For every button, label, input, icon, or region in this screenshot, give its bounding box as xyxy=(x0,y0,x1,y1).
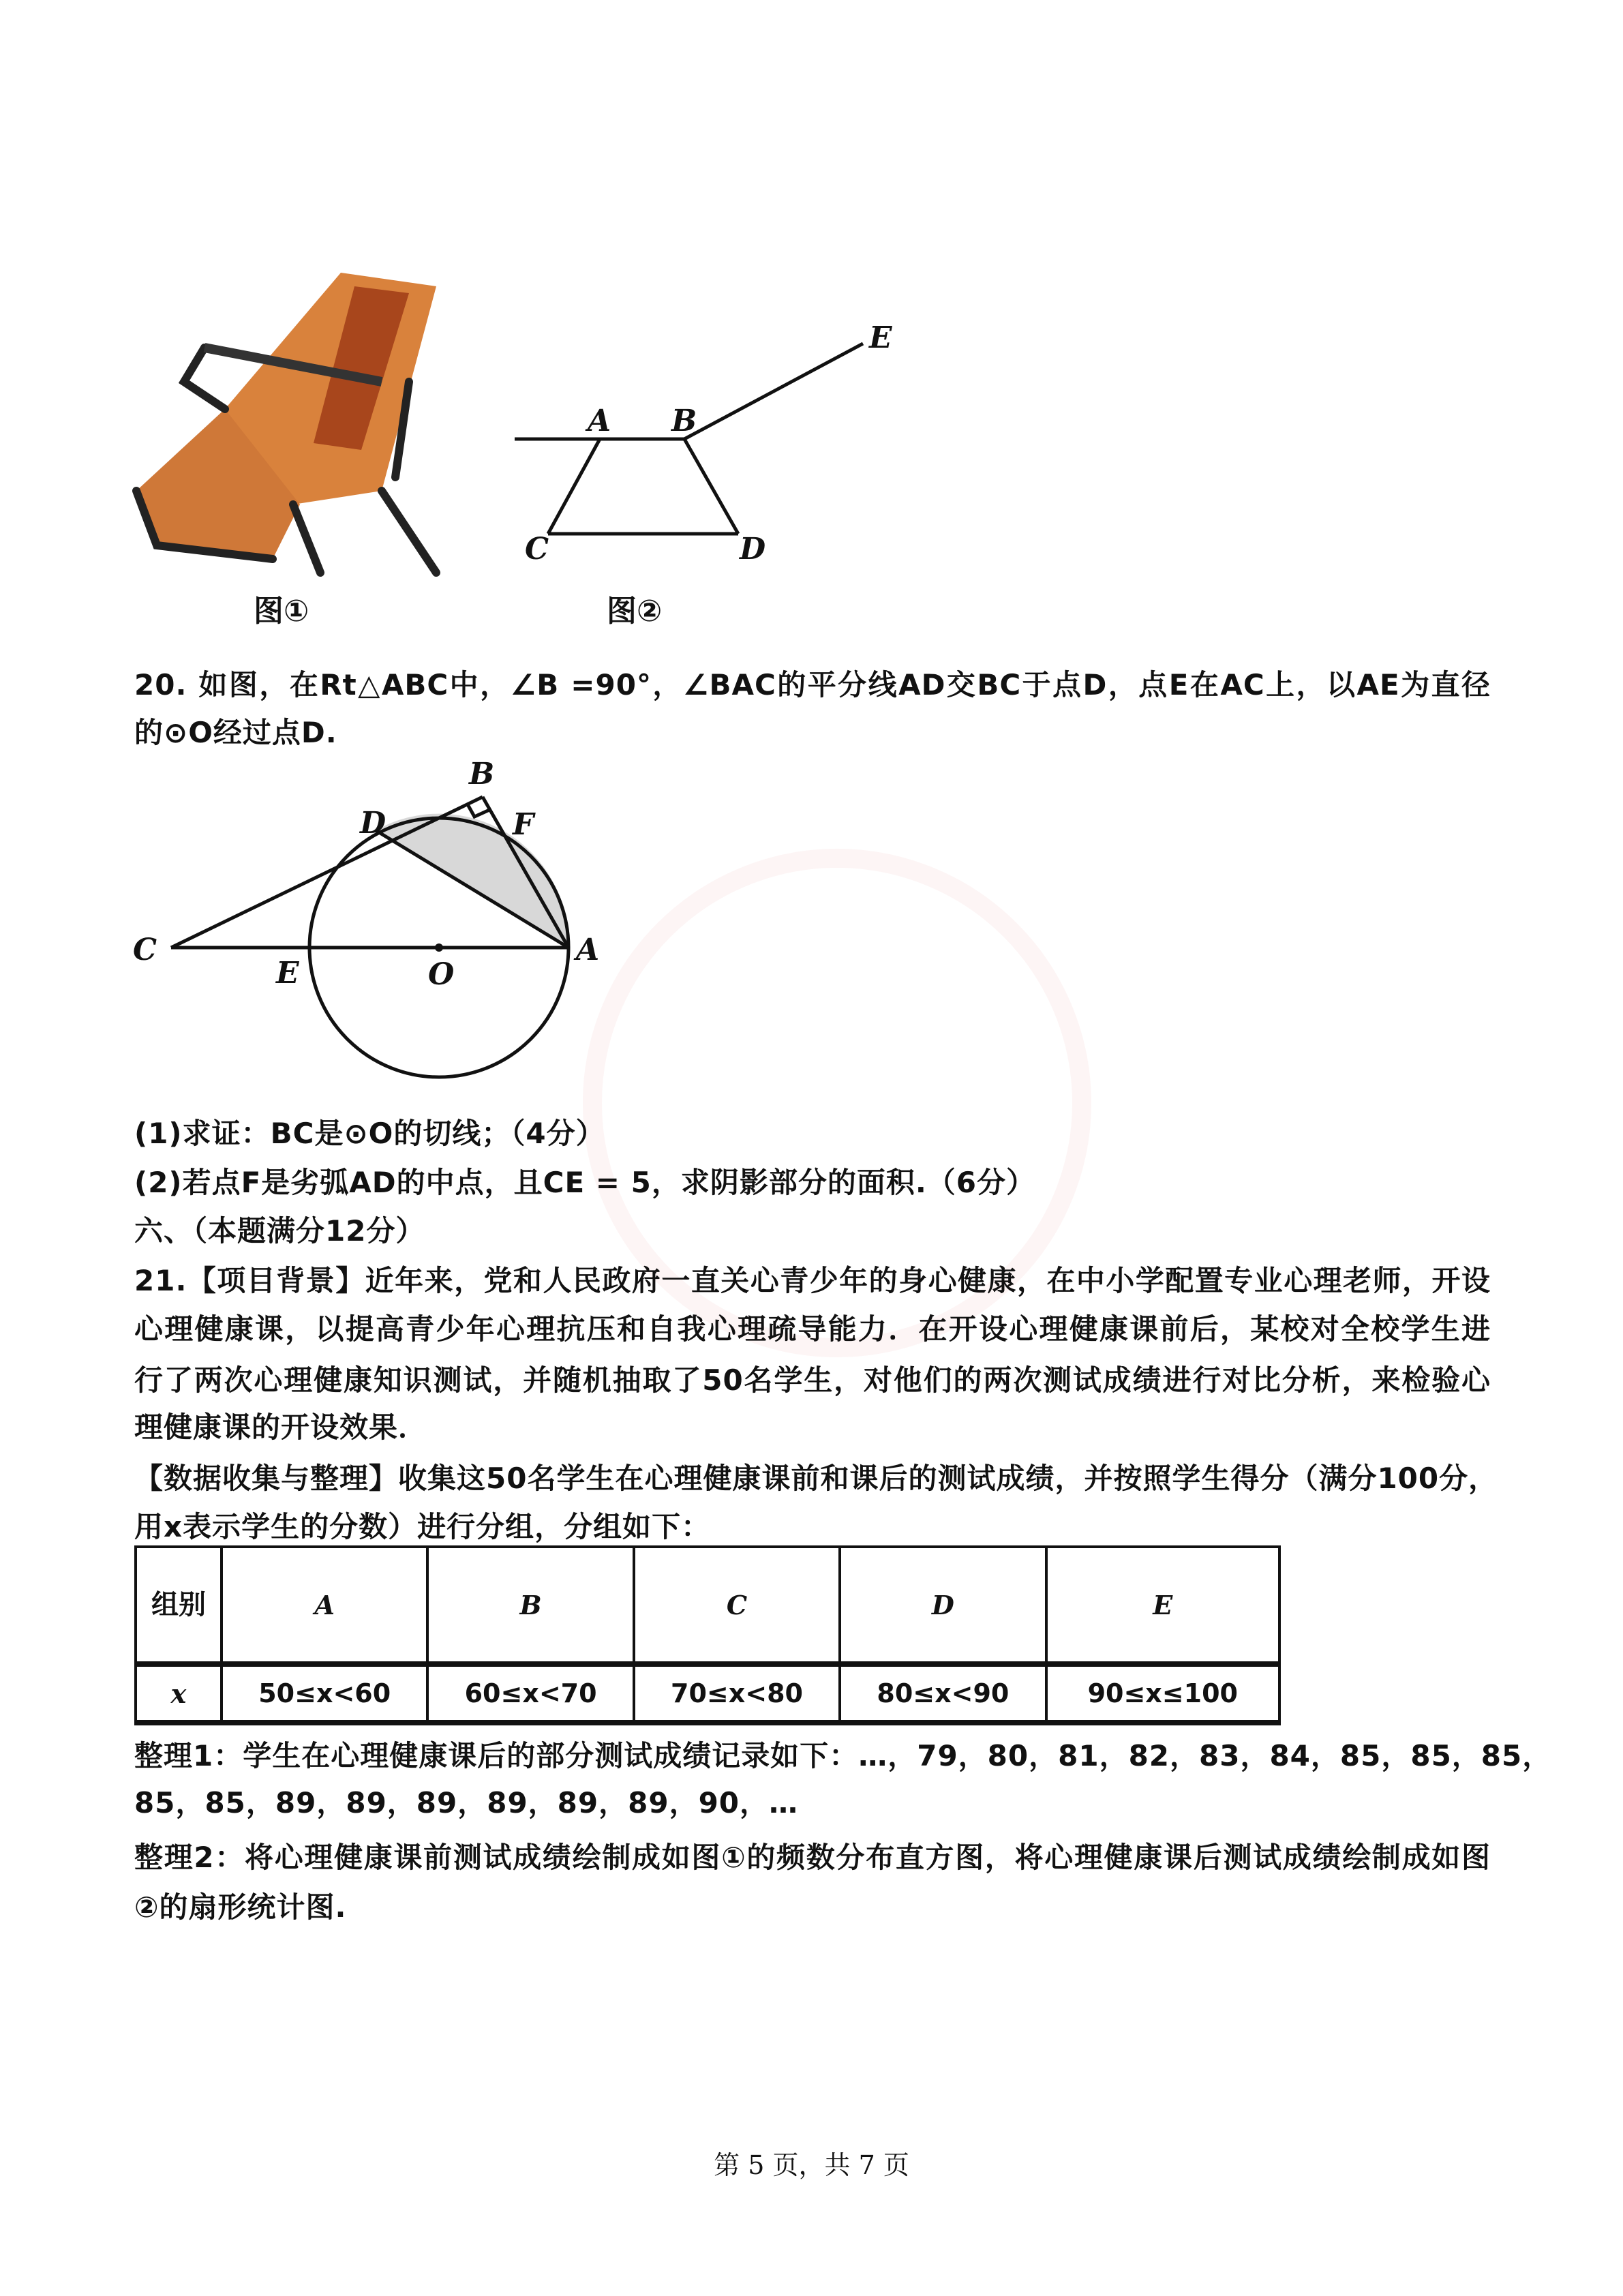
section-heading: 六、（本题满分12分） xyxy=(134,1214,425,1248)
row-label-text: x xyxy=(170,1678,187,1709)
group-E xyxy=(1046,1547,1279,1664)
table-row-ranges xyxy=(136,1664,1279,1723)
q21-line6: 用x表示学生的分数）进行分组，分组如下： xyxy=(134,1510,711,1543)
chair-illustration xyxy=(136,273,436,573)
range-C: 70≤x<80 xyxy=(634,1664,840,1723)
grouping-table xyxy=(134,1545,1281,1725)
q20-line2: 的⊙O经过点D. xyxy=(134,716,337,749)
group-D xyxy=(840,1547,1046,1664)
header-label: 组别 xyxy=(136,1547,222,1664)
note2-line2: ②的扇形统计图. xyxy=(134,1890,347,1924)
range-B: 60≤x<70 xyxy=(427,1664,633,1723)
point-C-label: C xyxy=(525,532,549,567)
figure-2-caption: 图② xyxy=(607,594,663,629)
circle-A-label: A xyxy=(576,933,600,967)
q20-line1: 20. 如图，在Rt△ABC中，∠B =90°，∠BAC的平分线AD交BC于点D，点E在AC上，以AE为直径 xyxy=(134,668,1491,701)
circle-C-label: C xyxy=(133,933,157,967)
circle-O-label: O xyxy=(428,957,455,992)
page-footer: 第 5 页，共 7 页 xyxy=(714,2150,909,2180)
q21-line5: 【数据收集与整理】收集这50名学生在心理健康课前和课后的测试成绩，并按照学生得分（满分100分， xyxy=(134,1462,1498,1495)
group-label: E xyxy=(1153,1589,1173,1620)
note1-line2: 85，85，89，89，89，89，89，89，90，… xyxy=(134,1786,799,1819)
table-row-groups xyxy=(136,1547,1279,1664)
q21-line3: 行了两次心理健康知识测试，并随机抽取了50名学生，对他们的两次测试成绩进行对比分析，来检验心 xyxy=(134,1363,1491,1397)
figure-1-caption: 图① xyxy=(254,594,309,629)
q20-part1: (1)求证：BC是⊙O的切线；（4分） xyxy=(134,1117,605,1150)
range-A: 50≤x<60 xyxy=(222,1664,427,1723)
note1-line1: 整理1：学生在心理健康课后的部分测试成绩记录如下：…，79，80，81，82，83，84，85，85，85， xyxy=(134,1739,1552,1772)
group-B xyxy=(427,1547,633,1664)
circle-D-label: D xyxy=(360,806,386,841)
figure-2-diagram xyxy=(515,344,863,534)
note2-line1: 整理2：将心理健康课前测试成绩绘制成如图①的频数分布直方图，将心理健康课后测试成绩绘制成如图 xyxy=(134,1841,1491,1874)
q21-line4: 理健康课的开设效果． xyxy=(134,1410,428,1444)
circle-F-label: F xyxy=(513,807,534,842)
group-A xyxy=(222,1547,427,1664)
group-label: C xyxy=(726,1589,748,1620)
row-label xyxy=(136,1664,222,1723)
q20-part2: (2)若点F是劣弧AD的中点，且CE = 5，求阴影部分的面积.（6分） xyxy=(134,1166,1036,1199)
circle-E-label: E xyxy=(276,956,299,991)
group-C xyxy=(634,1547,840,1664)
circle-B-label: B xyxy=(469,757,495,791)
point-A-label: A xyxy=(588,404,611,438)
group-label: D xyxy=(931,1589,954,1620)
point-B-label: B xyxy=(671,404,697,438)
point-E-label: E xyxy=(869,320,892,355)
q21-line2: 心理健康课，以提高青少年心理抗压和自我心理疏导能力．在开设心理健康课前后，某校对全校学生进 xyxy=(134,1312,1491,1346)
range-E: 90≤x≤100 xyxy=(1046,1664,1279,1723)
point-D-label: D xyxy=(740,532,766,567)
group-label: B xyxy=(519,1589,542,1620)
range-D: 80≤x<90 xyxy=(840,1664,1046,1723)
group-label: A xyxy=(314,1589,335,1620)
q21-line1: 21.【项目背景】近年来，党和人民政府一直关心青少年的身心健康，在中小学配置专业心理老师，开设 xyxy=(134,1264,1491,1297)
